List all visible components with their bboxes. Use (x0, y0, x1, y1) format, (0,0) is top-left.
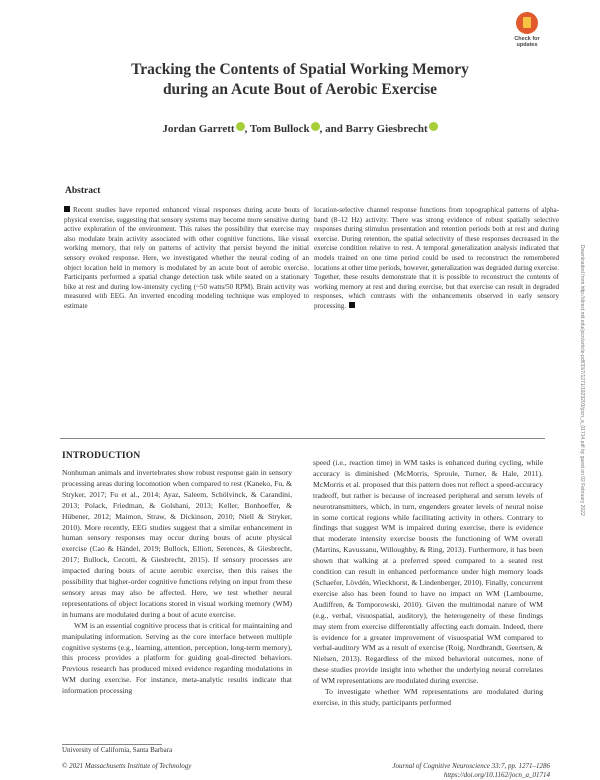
paper-title: Tracking the Contents of Spatial Working Memory during an Acute Bout of Aerobic Exercise (131, 61, 469, 98)
paragraph: speed (i.e., reaction time) in WM tasks is enhanced during cycling, while accuracy is diminished (McMorris, Sproule, Turner, & Hale, 2011). McMorris et al. proposed that this pattern does not reflect a speed-accuracy tradeoff, but rather is because of increased peripheral and serum levels of neurotransmitters, which, in turn, engenders greater levels of neural noise in some cortical regions while facilitating activity in others. Contrary to findings that suggest WM is impaired during exercise, there is evidence that moderate intensity exercise boosts the functioning of WM overall (Martins, Kavussanu, Willoughby, & Ring, 2013). Furthermore, it has been shown that walking at a preferred speed compared to a seated rest condition can result in enhanced performance under high memory loads (Schaefer, Lövdén, Wieckhorst, & Lindenberger, 2010). Finally, concurrent exercise also has been found to have no impact on WM (Lambourne, Audiffren, & Tomporowski, 2010). Given the multimodal nature of WM (e.g., verbal, visuospatial, auditory), the heterogeneity of these findings may stem from exercise differentially affecting each domain. Indeed, there is evidence for a greater improvement of visuospatial WM compared to verbal-auditory WM as a result of exercise (Roig, Nordbrandt, Geertsen, & Nielsen, 2013). Regardless of the mixed behavioral outcomes, none of these studies provide insight into whether the underlying neural correlates of WM representations are modulated during exercise. (313, 458, 543, 686)
download-watermark: Downloaded from http://direct.mit.edu/jocn/article-pdf/33/7/1271/1923203/jocn_a_01714.pdf by guest on 02 February 2022 (579, 245, 585, 516)
square-bullet-icon (349, 302, 355, 308)
square-bullet-icon (64, 206, 70, 212)
check-for-updates-badge[interactable] (511, 12, 543, 58)
paragraph: Nonhuman animals and invertebrates show robust response gain in sensory processing areas during locomotion when compared to rest (Kaneko, Fu, & Stryker, 2017; Fu et al., 2014; Ayaz, Saleem, Schölvinck, & Carandini, 2013; Polack, Friedman, & Golshani, 2013; Keller, Bonhoeffer, & Hübener, 2012; Maimon, Straw, & Dickinson, 2010; Niell & Stryker, 2010). More recently, EEG studies suggest that a similar enhancement in human sensory responses may occur during bouts of acute physical exercise (Cao & Händel, 2019; Bullock, Elliott, Serences, & Giesbrecht, 2017; Bullock, Cecotti, & Giesbrecht, 2015). If sensory processes are impacted during bouts of acute aerobic exercise, then this raises the possibility that higher-order cognitive functions relying on input from these sensory areas may also be affected. Here, we test whether neural representations of object locations stored in visual working memory (WM) in humans are modulated during a bout of acute exercise. (62, 468, 292, 619)
bookmark-icon (516, 12, 538, 34)
badge-label: Check for updates (514, 36, 540, 48)
introduction-heading: INTRODUCTION (62, 451, 141, 461)
copyright: © 2021 Massachusetts Institute of Technology (62, 762, 192, 770)
paragraph: WM is an essential cognitive process that is critical for maintaining and manipulating information. Serving as the core interface between multiple cognitive systems (e.g., learning, attention, perception, long-term memory), this process provides a platform for guiding goal-directed behaviors. Previous research has produced mixed evidence regarding modulations in WM during exercise. For instance, meta-analytic results indicate that information processing (62, 620, 292, 696)
author-name: , and Barry Giesbrecht (319, 123, 428, 135)
orcid-icon[interactable] (236, 122, 245, 131)
footnote-divider (62, 744, 162, 745)
author-name: Jordan Garrett (162, 123, 235, 135)
section-divider (60, 438, 545, 439)
author-name: , Tom Bullock (244, 123, 310, 135)
body-column-right (313, 458, 543, 709)
affiliation: University of California, Santa Barbara (62, 746, 173, 754)
orcid-icon[interactable] (311, 122, 320, 131)
doi-link[interactable]: https://doi.org/10.1162/jocn_a_01714 (443, 771, 550, 779)
author-list (40, 122, 560, 135)
abstract-text-left: Recent studies have reported enhanced visual responses during acute bouts of physical exercise, suggesting that sensory systems may become more sensitive during active exploration of the environment. This raises the possibility that exercise may also modulate brain activity associated with other cognitive functions, like visual working memory, that rely on patterns of activity that persist beyond the initial sensory evoked response. Here, we investigated whether the neural coding of an object location held in memory is modulated by an acute bout of aerobic exercise. Participants performed a spatial change detection task while seated on a stationary bike at rest and during low-intensity cycling (~50 watts/50 RPM). Brain activity was measured with EEG. An inverted encoding modeling technique was employed to estimate (64, 206, 309, 310)
paragraph: To investigate whether WM representations are modulated during exercise, in this study, participants performed (313, 687, 543, 707)
abstract-text-right: location-selective channel response functions from topographical patterns of alpha-band (8–12 Hz) activity. There was strong evidence of robust spatially selective responses during stimulus presentation and retention periods both at rest and during exercise. During retention, the spatial selectivity of these responses decreased in the exercise condition relative to rest. A temporal generalization analysis indicated that models trained on one time period could be used to reconstruct the remembered locations at other time periods, however, generalization was degraded during exercise. Together, these results demonstrate that it is possible to reconstruct the contents of working memory at rest and during exercise, but that exercise can result in degraded responses, which contrasts with the enhancements observed in early sensory processing. (314, 206, 559, 310)
orcid-icon[interactable] (429, 122, 438, 131)
journal-citation: Journal of Cognitive Neuroscience 33:7, pp. 1271–1286 https://doi.org/10.1162/jocn_a_01714 (360, 762, 550, 780)
body-column-left (62, 468, 292, 697)
abstract-heading: Abstract (65, 186, 101, 196)
